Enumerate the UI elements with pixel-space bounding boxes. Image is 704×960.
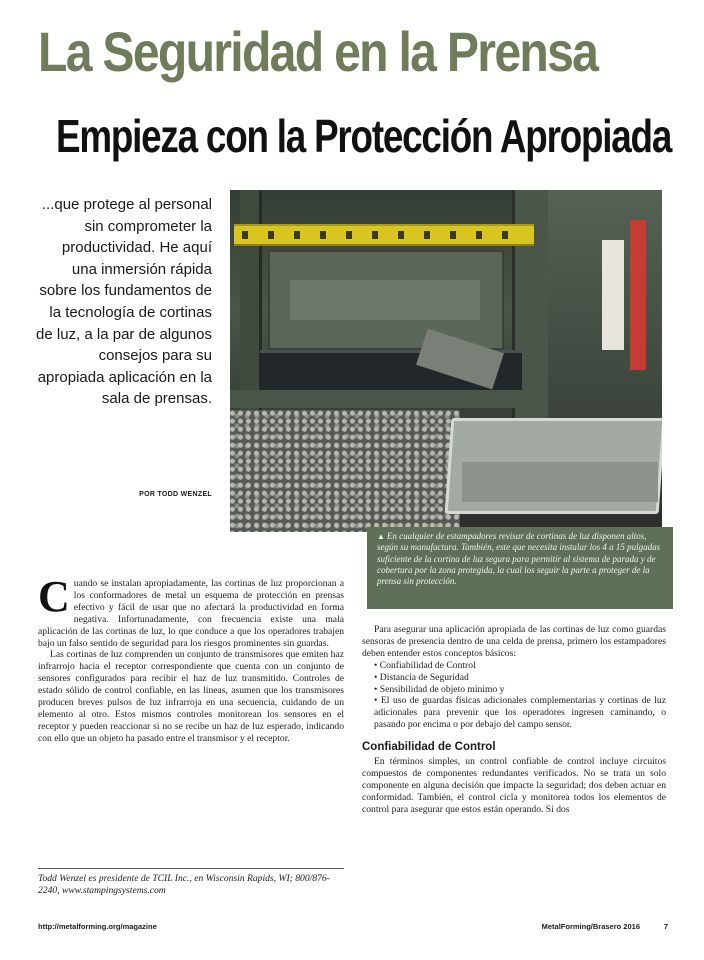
concept-list [362, 660, 666, 731]
footer-magazine: MetalForming/Brasero 2016 [541, 922, 640, 931]
photo-caption [367, 527, 673, 609]
photo-gray-bin-lower [462, 462, 658, 502]
page-subtitle: Empieza con la Protección Apropiada [56, 110, 672, 162]
left-column [38, 572, 344, 745]
paragraph-text: uando se instalan apropiadamente, las cortinas de luz proporcionan a los conformadores de metal un esquema de protección en prensas efectivo y fácil de usar que no afectará la productividad en forma negativa. Infortunadamente, con frecuencia existe una mala aplicación de las cortinas de luz, lo que conduce a que los operadores trabajen bajo un falso sentido de seguridad para los riesgos prominentes sin guardas. [38, 578, 344, 649]
caption-text: En cualquier de estampadores revisar de cortinas de luz disponen altos, según su manufactura. También, este que necesita instalar los 4 a 15 pulgadas suficiente de la cortina de luz segura para permitir al sistema de parada y de cobertura por la zona protegida, la cual los seguir la parte a proteger de la prensa sin protección. [377, 531, 661, 587]
page-footer [38, 922, 668, 936]
paragraph [38, 572, 344, 649]
photo-beam-holes [242, 231, 522, 239]
right-column [362, 624, 666, 816]
caption-arrow-icon: ▲ [377, 532, 385, 541]
drop-cap: C [38, 572, 70, 621]
photo-bed [230, 390, 530, 408]
paragraph: Para asegurar una aplicación apropiada de las cortinas de luz como guardas sensoras de presencia dentro de una celda de prensa, primero los estampadores deben entender estos conceptos básicos: [362, 624, 666, 659]
page-number: 7 [663, 922, 668, 931]
list-item: • Confiabilidad de Control [362, 660, 666, 672]
footer-url-link[interactable]: http://metalforming.org/magazine [38, 922, 157, 931]
author-bio: Todd Wenzel es presidente de TCIL Inc., en Wisconsin Rapids, WI; 800/876-2240, www.stampingsystems.com [38, 873, 330, 896]
paragraph: En términos simples, un control confiable de control incluye circuitos compuestos de componentes redundantes verificados. No se trata un solo componente en alguna decisión que impacte la seguridad; dos deben actuar en conformidad. También, el control cicla y monitorea todos los elementos de control para asegurar que estos están operando. Si dos [362, 756, 666, 815]
photo-press-die [290, 280, 480, 320]
photo-light-curtain [602, 240, 624, 350]
byline: POR TODD WENZEL [139, 491, 212, 498]
paragraph: Las cortinas de luz comprenden un conjunto de transmisores que emiten haz infrarrojo hacia el receptor correspondiente que cuenta con un conjunto de sensores configurados para recibir el haz de luz transmitido. Controles de estado sólido de control confiable, en las líneas, asumen que los transmisores producen breves pulsos de luz infrarroja en una secuencia, cuidando de un elemento al otro. Estos mismos controles monitorean los sensores en el receptor y pueden reaccionar si no se recibe un haz de luz esperado, indicando con ello que un objeto ha pasado entre el transmisor y el receptor. [38, 649, 344, 744]
press-photo [230, 190, 662, 532]
list-item: • Sensibilidad de objeto mínimo y [362, 684, 666, 696]
page-title: La Seguridad en la Prensa [38, 20, 598, 83]
intro-text: ...que protege al personal sin comprometer la productividad. He aquí una inmersión rápida sobre los fundamentos de la tecnología de cortinas de luz, a la par de algunos consejos para su apropiada aplicación en la sala de prensas. [36, 196, 212, 408]
photo-scrap-pile [230, 410, 460, 532]
list-item: • El uso de guardas físicas adicionales complementarias y cortinas de luz adicionales para prevenir que los operadores ingresen caminando, o pasando por encima o por debajo del campo sensor. [362, 695, 666, 731]
divider [38, 868, 344, 869]
section-heading: Confiabilidad de Control [362, 741, 496, 754]
list-item: • Distancia de Seguridad [362, 672, 666, 684]
photo-red-post [630, 220, 646, 370]
